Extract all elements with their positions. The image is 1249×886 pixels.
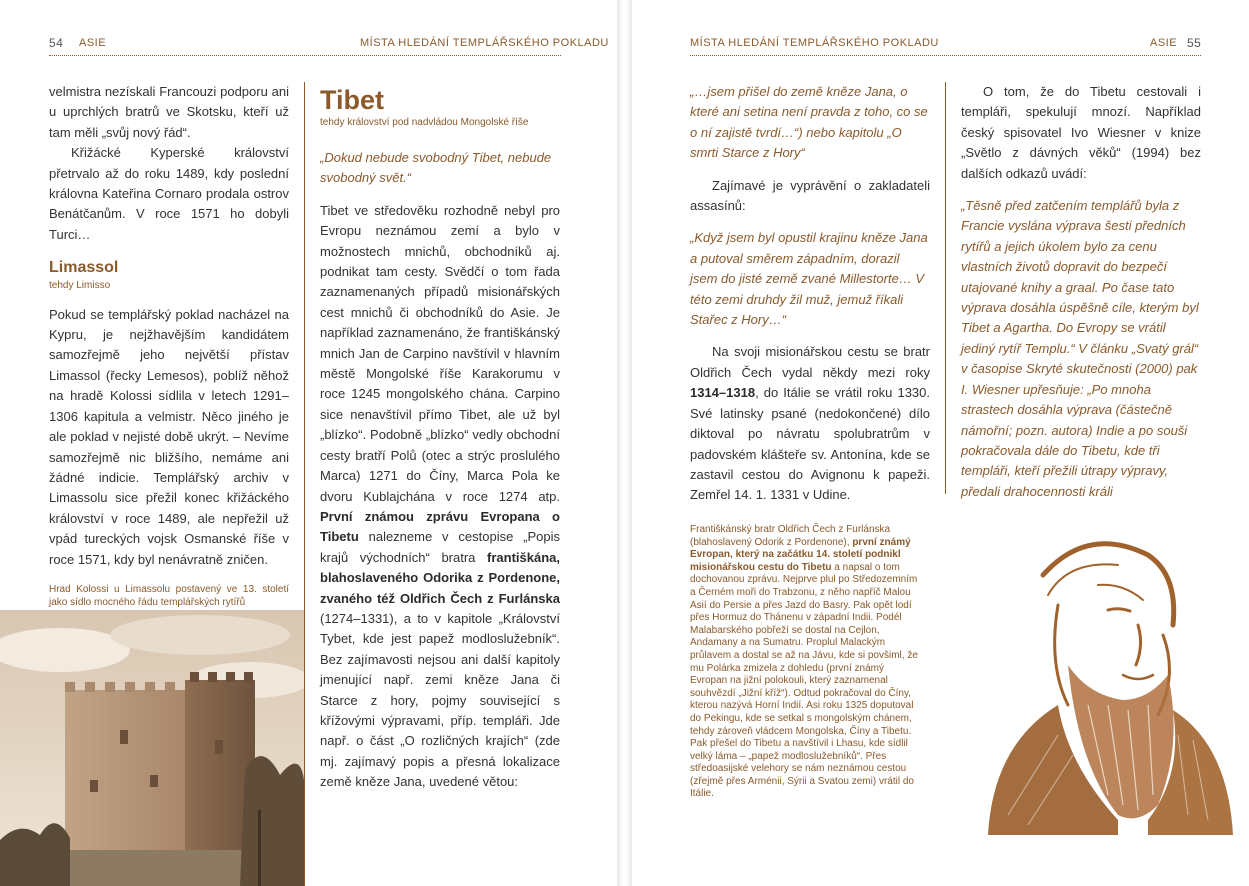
section-title-tibet: Tibet [320, 85, 385, 115]
section-subtitle: tehdy království pod nadvládou Mongolské říše [320, 117, 529, 128]
paragraph: O tom, že do Tibetu cestovali i templáři, spekulují mnozí. Například český spisovatel Ivo Wiesner v knize „Světlo z dávných věků“ (1994) bez dalších odkazů uvádí: [961, 84, 1201, 181]
running-section-left: ASIE [79, 37, 107, 49]
left-column-2 [320, 85, 560, 793]
bold-run: první známý Evropan, který na začátku 14. století podnikl misionářskou cestu do Tibetu [690, 536, 911, 573]
text-run: , do Itálie se vrátil roku 1330. Své latinsky psané (nedokončené) dílo diktoval po návratu spolubratrům v padovském klášteře sv. Antonína, kde se zastavil cestou do Avignonu k papeži. Zemřel 14. 1. 1331 v Udine. [690, 385, 930, 503]
running-title-left: MÍSTA HLEDÁNÍ TEMPLÁŘSKÉHO POKLADU [360, 37, 609, 49]
quote: „Těsně před zatčením templářů byla z Francie vyslána výprava šesti předních rytířů a jejich úkolem bylo za cenu vlastních životů dopravit do bezpečí utajované knihy a graal. Po čase tato výprava dosáhla úspěšně cíle, kterým byl Tibet a Agartha. Do Evropy se vrátil jediný rytíř Templu.“ V článku „Svatý grál“ v časopise Skryté skutečnosti (2000) pak I. Wiesner upřesňuje: „Po mnoha strastech dosáhla výprava (částečně námořní; pozn. autora) Indie a po souši pokračovala dále do Tibetu, kde tři templáři, kteří přežili útrapy výpravy, předali drahocennosti králi [961, 198, 1199, 499]
column-divider [304, 82, 305, 886]
header-rule-left [49, 55, 561, 56]
bold-run: První známou zprávu Evropana o Tibetu [320, 508, 560, 545]
epigraph-quote: „Dokud nebude svobodný Tibet, nebude svobodný svět.“ [320, 150, 552, 186]
running-title-right: MÍSTA HLEDÁNÍ TEMPLÁŘSKÉHO POKLADU [690, 37, 939, 49]
text-run: Na svoji misionářskou cestu se bratr Oldřich Čech vydal někdy mezi roky [690, 344, 930, 380]
text-run: (1274–1331), a to v kapitole „Království Tybet, kde jest papež modloslužebník“. Bez zajímavosti nejsou ani další kapitoly jmenující např. zemi kněze Jana či Starce z hory, pojmy související s křížovými výpravami, příp. templáři. Jde např. o část „O rozličných krajích“ (zde mj. zajímavý popis a přesná lokalizace země kněze Jana, uvedené větou: [320, 610, 560, 790]
kolossi-castle-photo [0, 610, 304, 886]
text-run: a napsal o tom dochovanou zprávu. Nejprve plul po Středozemním a Černém moři do Trabzonu, z něho napříč Malou Asií do Persie a přes Jazd do Basry. Pak opět lodí přes Hormuz do Thánenu v západní Indii. Podél Malabarského pobřeží se dostal na Cejlon, Andamany a na Sumatru. Proplul Malackým průlavem a dostal se až na Jávu, kde si povšiml, že mu Polárka zmizela z dohledu (první známý Evropan na jižní polokouli, který zaznamenal souhvězdí „Jižní kříž“). Odtud pokračoval do Číny, kterou nazývá Horní Indií. Asi roku 1325 doputoval do Pekingu, kde se setkal s mongolským chánem, tehdy zároveň vládcem Mongolska, Číny a Tibetu. Pak přešel do Tibetu a navštívil i Lhasu, kde sídlil velký láma – „papež modloslužebníků“. Přes středoasijské velehory se nám neznámou cestou (zřejmě přes Arménii, Sýrii a Svatou zemi) vrátil do Itálie. [690, 561, 918, 800]
page-number-right: 55 [1187, 36, 1202, 50]
header-rule-right [690, 55, 1201, 56]
left-page [0, 0, 617, 886]
bold-run: 1314–1318 [690, 385, 756, 401]
photo-caption: Hrad Kolossi u Limassolu postavený ve 13. století jako sídlo mocného řádu templářských rytířů [49, 583, 289, 608]
book-gutter [617, 0, 632, 886]
bold-run: františkána, blahoslaveného Odorika z Pordenone, zvaného též Oldřich Čech z Furlánska [320, 549, 560, 606]
paragraph: velmistra nezískali Francouzi podporu ani u uprchlých bratrů ve Skotsku, kteří už tam měli „svůj nový řád“. [49, 84, 289, 140]
right-column-1 [690, 82, 930, 506]
right-page [632, 0, 1249, 886]
odoric-portrait-engraving [948, 515, 1233, 835]
section-heading-limassol: Limassol [49, 259, 119, 277]
quote: „…jsem přišel do země kněze Jana, o které ani setina není pravda z toho, co se o ní zajistě tvrdí…“) nebo kapitolu „O smrti Starce z Hory“ [690, 84, 928, 161]
left-column-1 [49, 82, 289, 609]
paragraph [320, 201, 560, 793]
right-column-2 [961, 82, 1201, 502]
text-run: nalezneme v cestopise „Popis krajů východních“ bratra [320, 529, 560, 565]
running-section-right: ASIE [1150, 37, 1178, 49]
column-divider [945, 82, 946, 494]
portrait-caption [690, 524, 920, 801]
paragraph: Křižácké Kyperské království přetrvalo až do roku 1489, kdy poslední královna Kateřina Cornaro prodala ostrov Benátčanům. V roce 1571 ho dobyli Turci… [49, 145, 289, 242]
text-run: Františkánský bratr Oldřich Čech z Furlánska (blahoslavený Odorik z Pordenone), [690, 524, 891, 548]
paragraph: Zajímavé je vyprávění o zakladateli assasínů: [690, 177, 930, 214]
paragraph: Pokud se templářský poklad nacházel na Kypru, je nejžhavějším kandidátem samozřejmě jeho největší přístav Limassol (řecky Lemesos), poblíž něhož na hradě Kolossi sídlila v letech 1291–1306 kapitula a velmistr. Něco jiného je ale poklad v nejisté době ukrýt. – Nevíme samozřejmě nic bližšího, nemáme ani žádné indicie. Templářský archiv v Limassolu sice přežil konec křižáckého království v roce 1489, ale nepřežil už vpád tureckých vojsk Osmanské říše v roce 1571, kdy byl nenávratně zničen. [49, 306, 289, 567]
section-subheading: tehdy Limisso [49, 279, 111, 291]
text-run: Tibet ve středověku rozhodně nebyl pro Evropu neznámou zemí a bylo v možnostech mnichů, obchodníků aj. podnikat tam cesty. Svědčí o tom řada zaznamenaných případů misionářských cest mnichů či obchodníků do Asie. Je například zaznamenáno, že františkánský mnich Jan de Carpino navštívil v hlavním městě Mongolské říše Karakorumu v roce 1245 mongolského chána. Carpino sice nenavštívil přímo Tibet, ale už byl „blízko“. Podobně „blízko“ vedly obchodní cesty bratří Polů (otec a strýc proslulého Marca) 1271 do Číny, Marca Pola ke dvoru Kublajchána v roce 1274 atp. [320, 202, 560, 504]
page-number-left: 54 [49, 36, 64, 50]
paragraph [690, 342, 930, 505]
quote: „Když jsem byl opustil krajinu kněze Jana a putoval směrem západním, dorazil jsem do jisté země zvané Millestorte… V této zemi druhdy žil muž, jemuž říkali Stařec z Hory…“ [690, 230, 928, 328]
